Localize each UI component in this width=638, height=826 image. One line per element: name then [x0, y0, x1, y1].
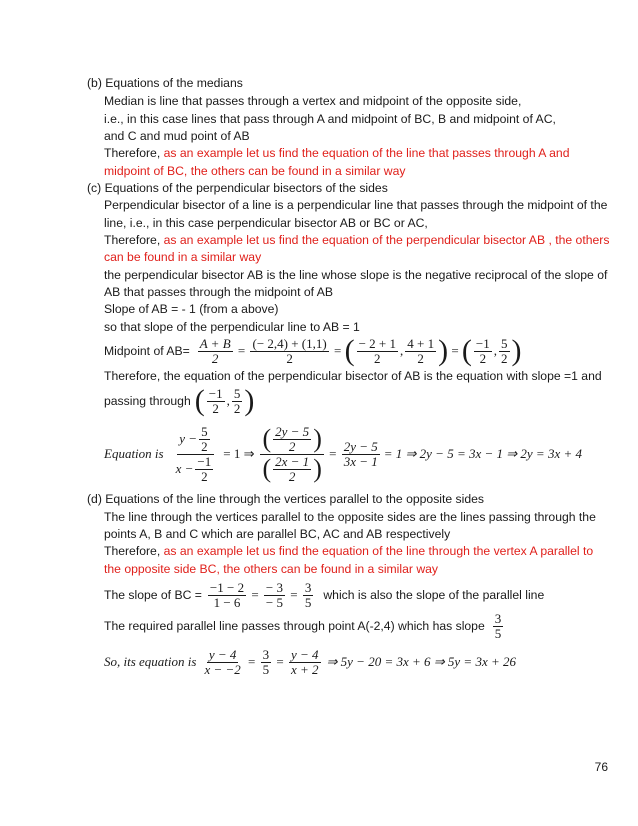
- text-line: Therefore, the equation of the perpendicular bisector of AB is the equation with slope =1 and: [104, 369, 602, 383]
- midpoint-equation: Midpoint of AB= $\frac{A + B}{2}$ = $\frac{(- 2,4) + (1,1)}{2}$ = ( $\frac{- 2 + 1}{2}$ , $\frac{4 + 1}{2}$ ) = ( $\frac{-1}{2}$ , $\frac{5}{2}$ ): [104, 334, 522, 367]
- text-line: AB that passes through the midpoint of AB: [104, 285, 333, 299]
- heading-b: (b) Equations of the medians: [87, 76, 243, 90]
- text-line: so that slope of the perpendicular line to AB = 1: [104, 320, 360, 334]
- text-line: Median is line that passes through a vertex and midpoint of the opposite side,: [104, 94, 522, 108]
- passing-through-point: passing through ( $\frac{-1}{2}$ , $\frac{5}{2}$ ): [104, 384, 255, 417]
- text-line: Perpendicular bisector of a line is a perpendicular line that passes through the midpoint of the: [104, 198, 608, 212]
- parallel-line-equation: So, its equation is $\frac{y - 4}{x - -2}$ = $\frac{3}{5}$ = $\frac{y - 4}{x + 2}$ ⇒ 5y − 20 = 3x + 6 ⇒ 5y = 3x + 26: [104, 646, 516, 677]
- text-line: the perpendicular bisector AB is the line whose slope is the negative reciprocal of the slope of: [104, 268, 608, 282]
- red-text-line: the opposite side BC, the others can be found in a similar way: [104, 562, 438, 576]
- text-line: points A, B and C which are parallel BC, AC and AB respectively: [104, 527, 451, 541]
- text-line: and C and mud point of AB: [104, 129, 250, 143]
- perpendicular-bisector-equation: Equation is y − $\frac{5}{2}$ x − $\frac{-1}{2}$ = 1 ⇒ ( $\frac{2y - 5}{2}$ ) ( $\frac{2x - 1}{2}$ ) = $\frac{2y - 5}{3x - 1}$ = 1 ⇒ 2y − 5 = 3x − 1 ⇒ 2y = 3x + 4: [104, 423, 582, 484]
- red-text-line: can be found in a similar way: [104, 250, 262, 264]
- heading-d: (d) Equations of the line through the vertices parallel to the opposite sides: [87, 492, 485, 506]
- required-line-text: The required parallel line passes through point A(-2,4) which has slope $\frac{3}{5}$: [104, 610, 502, 641]
- text-line: line, i.e., in this case perpendicular bisector AB or BC or AC,: [104, 216, 428, 230]
- slope-bc-equation: The slope of BC = $\frac{-1 - 2}{1 - 6}$ = $\frac{- 3}{- 5}$ = $\frac{3}{5}$ which is also the slope of the parallel line: [104, 579, 545, 610]
- text-line: Therefore, as an example let us find the equation of the line through the vertex A parallel to: [104, 544, 594, 558]
- text-line: Slope of AB = - 1 (from a above): [104, 302, 279, 316]
- heading-c: (c) Equations of the perpendicular bisectors of the sides: [87, 181, 388, 195]
- text-line: i.e., in this case lines that pass through A and midpoint of BC, B and midpoint of AC,: [104, 112, 556, 126]
- text-line: The line through the vertices parallel to the opposite sides are the lines passing through the: [104, 510, 596, 524]
- text-line: Therefore, as an example let us find the equation of the line that passes through A and: [104, 146, 570, 160]
- red-text-line: midpoint of BC, the others can be found in a similar way: [104, 164, 406, 178]
- text-line: Therefore, as an example let us find the equation of the perpendicular bisector AB , the others: [104, 233, 610, 247]
- page-number: 76: [594, 760, 608, 774]
